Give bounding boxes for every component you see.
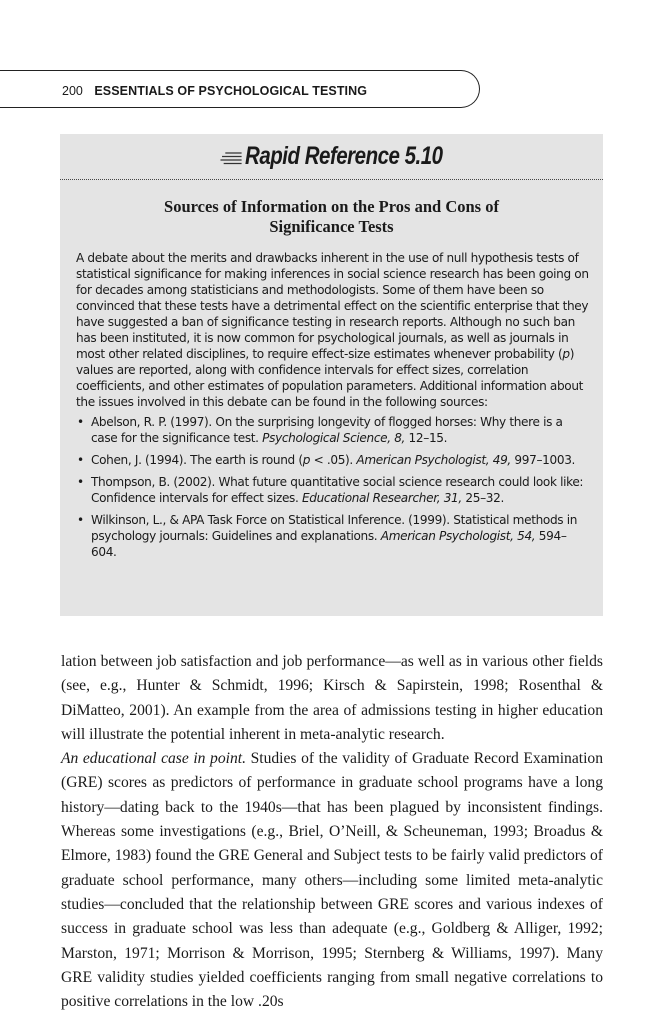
speed-lines-icon [220,143,241,172]
list-item: • Cohen, J. (1994). The earth is round (p < .05). American Psychologist, 49, 997–1003. [76,452,589,468]
dotted-divider [60,179,603,180]
running-title: ESSENTIALS OF PSYCHOLOGICAL TESTING [94,84,368,98]
rapid-reference-title [109,142,554,178]
rapid-reference-box [60,134,603,616]
rapid-reference-intro: A debate about the merits and drawbacks inherent in the use of null hypothesis tests of statistical significance for making inferences in social science research has been going on for decades among statisticians and methodologists. Some of them have been so convinced that these tests have a detrimental effect on the scientific enterprise that they have suggested a ban of significance testing in research reports. Although no such ban has been instituted, it is now common for psychological journals, as well as journals in most other related disciplines, to require effect-size estimates whenever probability (p) values are reported, along with confidence intervals for effect sizes, correlation coefficients, and other estimates of population parameters. Additional information about the issues involved in this debate can be found in the following sources: [76,251,589,409]
paragraph: An educational case in point. Studies of the validity of Graduate Record Examination (GRE) scores as predictors of performance in graduate school programs have a long history—dating back to the 1940s—that has been plagued by inconsistent findings. Whereas some investigations (e.g., Briel, O’Neill, & Scheuneman, 1993; Broadus & Elmore, 1983) found the GRE General and Subject tests to be fairly valid predictors of graduate school performance, many others—including some limited meta-analytic studies—concluded that the relationship between GRE scores and various indexes of success in graduate school was less than adequate (e.g., Goldberg & Alliger, 1992; Marston, 1971; Morrison & Morrison, 1995; Sternberg & Williams, 1997). Many GRE validity studies yielded coefficients ranging from small negative correlations to positive correlations in the low .20s [61,750,604,1011]
sources-list [76,414,589,560]
rapid-reference-title-text: Rapid Reference 5.10 [245,142,443,170]
paragraph-lead: An educational case in point. [61,750,247,768]
list-item: • Thompson, B. (2002). What future quantitative social science research could look like: Confidence intervals for effect sizes. Educational Researcher, 31, 25–32. [76,474,589,506]
list-item: • Abelson, R. P. (1997). On the surprising longevity of flogged horses: Why there is a case for the significance test. Psychological Science, 8, 12–15. [76,414,589,446]
running-header [62,84,367,98]
rapid-reference-body [76,250,589,566]
list-item: • Wilkinson, L., & APA Task Force on Statistical Inference. (1999). Statistical methods in psychology journals: Guidelines and explanations. American Psychologist, 54, 594–604. [76,512,589,560]
page-number: 200 [62,84,83,98]
body-text [61,650,603,1014]
paragraph: lation between job satisfaction and job performance—as well as in various other fields (see, e.g., Hunter & Schmidt, 1996; Kirsch & Sapirstein, 1998; Rosenthal & DiMatteo, 2001). An example from the area of admissions testing in higher education will illustrate the potential inherent in meta-analytic research. [61,653,603,743]
rapid-reference-heading: Sources of Information on the Pros and Cons of Significance Tests [164,197,499,236]
